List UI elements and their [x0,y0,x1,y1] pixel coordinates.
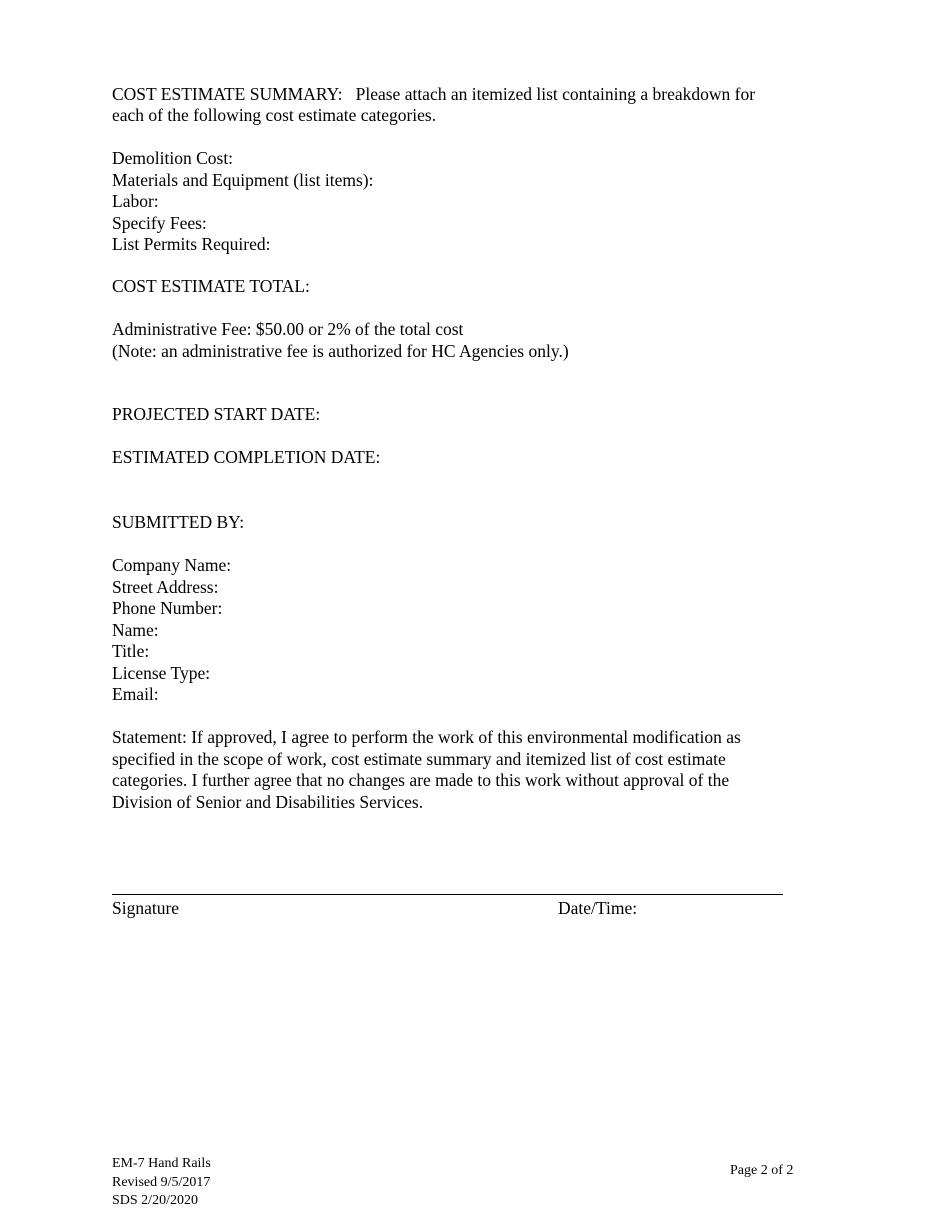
summary-intro-continued: each of the following cost estimate categories. [112,105,437,125]
category-demolition: Demolition Cost: [112,148,234,168]
projected-start-label: PROJECTED START DATE: [112,404,321,424]
footer-page-number: Page 2 of 2 [730,1163,794,1178]
field-phone-number: Phone Number: [112,598,223,618]
footer-form-id: EM-7 Hand Rails [112,1156,211,1171]
submitted-by-heading: SUBMITTED BY: [112,512,245,532]
signature-rule [112,894,783,895]
signature-label: Signature [112,898,180,918]
summary-heading-line [112,84,755,106]
date-time-label: Date/Time: [558,898,638,918]
field-street-address: Street Address: [112,576,219,597]
field-title: Title: [112,641,150,661]
category-materials: Materials and Equipment (list items): [112,169,374,190]
category-permits: List Permits Required: [112,234,271,254]
field-name: Name: [112,619,159,640]
admin-fee-line: Administrative Fee: $50.00 or 2% of the total cost [112,319,464,339]
admin-fee-note: (Note: an administrative fee is authorized for HC Agencies only.) [112,340,569,361]
field-company-name: Company Name: [112,555,232,575]
footer-sds-date: SDS 2/20/2020 [112,1193,198,1208]
statement-line-3: categories. I further agree that no changes are made to this work without approval of the [112,770,730,790]
completion-date-label: ESTIMATED COMPLETION DATE: [112,447,381,467]
field-license-type: License Type: [112,662,211,683]
statement-line-4: Division of Senior and Disabilities Services. [112,791,424,812]
summary-intro: Please attach an itemized list containing a breakdown for [355,84,756,104]
footer-revised: Revised 9/5/2017 [112,1174,211,1190]
summary-heading: COST ESTIMATE SUMMARY: [112,84,343,104]
statement-line-1: Statement: If approved, I agree to perform the work of this environmental modification as [112,727,741,747]
cost-total-label: COST ESTIMATE TOTAL: [112,276,310,296]
category-fees: Specify Fees: [112,212,207,233]
field-email: Email: [112,684,159,704]
statement-line-2: specified in the scope of work, cost estimate summary and itemized list of cost estimate [112,748,726,769]
category-labor: Labor: [112,191,159,211]
